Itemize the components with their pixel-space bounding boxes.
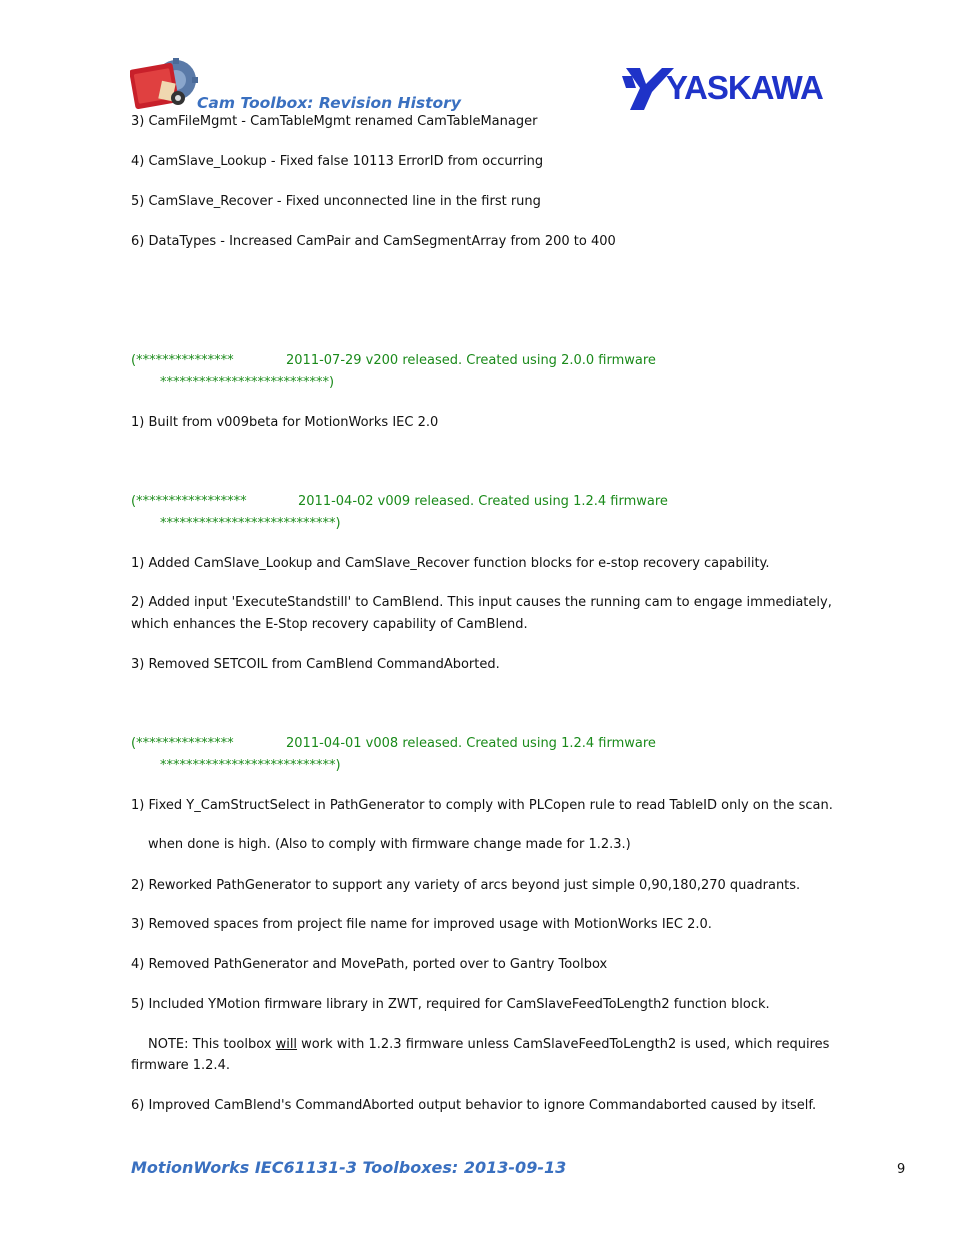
list-item: 4) CamSlave_Lookup - Fixed false 10113 ErrorID from occurring <box>131 154 544 169</box>
note-emphasis: will <box>275 1037 298 1052</box>
release-heading-title: 2011-04-02 v009 released. Created using 1.2.4 firmware <box>298 494 668 509</box>
list-item: 1) Fixed Y_CamStructSelect in PathGenerator to comply with PLCopen rule to read TableID only on the scan. <box>131 798 833 813</box>
release-heading-title: 2011-04-01 v008 released. Created using 1.2.4 firmware <box>286 736 656 751</box>
list-item: 3) Removed SETCOIL from CamBlend CommandAborted. <box>131 657 500 672</box>
release-heading-stars-open: (***************** <box>131 494 247 509</box>
list-item: 2) Reworked PathGenerator to support any variety of arcs beyond just simple 0,90,180,270 quadrants. <box>131 878 801 893</box>
note-line <box>148 1037 829 1053</box>
yaskawa-logo <box>622 66 844 112</box>
list-item: 5) CamSlave_Recover - Fixed unconnected line in the first rung <box>131 194 541 209</box>
release-heading-stars-open: (*************** <box>131 736 234 751</box>
list-item-continuation: which enhances the E-Stop recovery capability of CamBlend. <box>131 617 528 632</box>
list-item: 3) CamFileMgmt - CamTableMgmt renamed CamTableManager <box>131 114 538 129</box>
release-heading-title: 2011-07-29 v200 released. Created using 2.0.0 firmware <box>286 353 656 368</box>
release-heading-stars-close: **************************) <box>160 375 335 390</box>
list-item: 4) Removed PathGenerator and MovePath, ported over to Gantry Toolbox <box>131 957 608 972</box>
release-heading-stars-open: (*************** <box>131 353 234 368</box>
footer-title: MotionWorks IEC61131-3 Toolboxes: 2013-09-13 <box>131 1158 567 1177</box>
note-suffix: work with 1.2.3 firmware unless CamSlaveFeedToLength2 is used, which requires <box>297 1037 830 1052</box>
list-item: 1) Built from v009beta for MotionWorks IEC 2.0 <box>131 415 439 430</box>
note-continuation: firmware 1.2.4. <box>131 1058 230 1073</box>
note-prefix: NOTE: This toolbox <box>148 1037 276 1052</box>
brand-text: YASKAWA <box>666 69 823 106</box>
cam-toolbox-logo-icon <box>130 58 200 110</box>
list-item: 5) Included YMotion firmware library in ZWT, required for CamSlaveFeedToLength2 function block. <box>131 997 770 1012</box>
release-heading-stars-close: ***************************) <box>160 516 341 531</box>
release-heading-stars-close: ***************************) <box>160 758 341 773</box>
list-item: 2) Added input 'ExecuteStandstill' to CamBlend. This input causes the running cam to engage immediately, <box>131 595 832 610</box>
list-item: 6) Improved CamBlend's CommandAborted output behavior to ignore Commandaborted caused by itself. <box>131 1098 817 1113</box>
list-item: 1) Added CamSlave_Lookup and CamSlave_Recover function blocks for e-stop recovery capability. <box>131 556 770 571</box>
page-header-title: Cam Toolbox: Revision History <box>197 94 461 112</box>
page-number: 9 <box>897 1162 906 1177</box>
list-item: 6) DataTypes - Increased CamPair and CamSegmentArray from 200 to 400 <box>131 234 616 249</box>
list-item-continuation: when done is high. (Also to comply with firmware change made for 1.2.3.) <box>148 837 631 852</box>
list-item: 3) Removed spaces from project file name for improved usage with MotionWorks IEC 2.0. <box>131 917 712 932</box>
